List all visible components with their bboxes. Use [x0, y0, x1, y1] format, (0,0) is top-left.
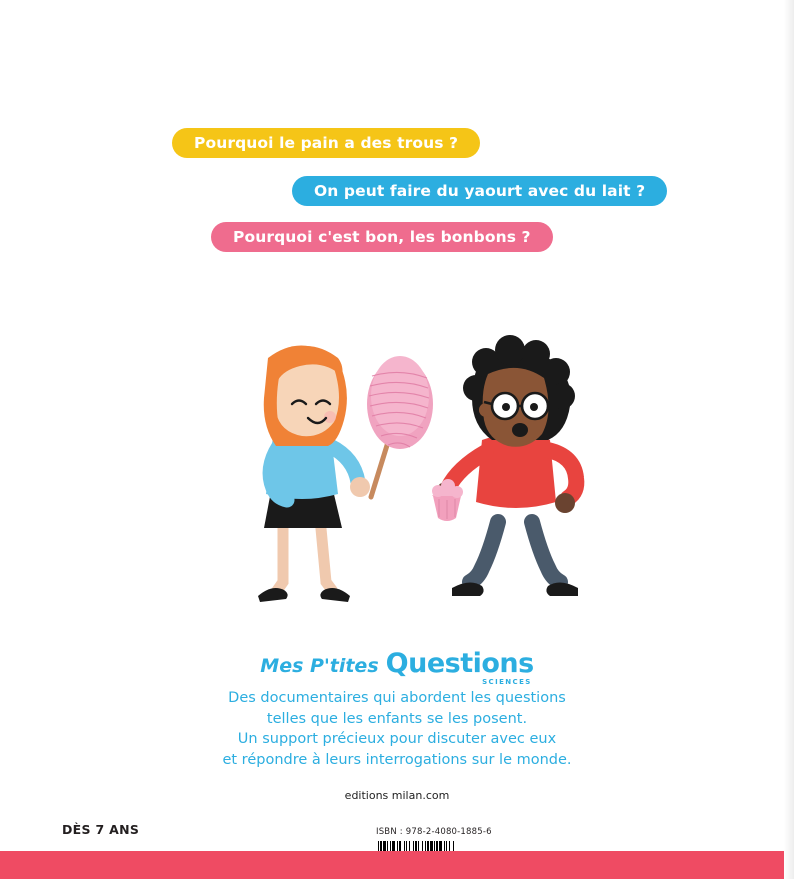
bottom-color-band — [0, 851, 784, 879]
question-pill-3: Pourquoi c'est bon, les bonbons ? — [211, 222, 553, 252]
isbn-text: ISBN : 978-2-4080-1885-6 — [376, 827, 492, 837]
brand-prefix: Mes P'tites — [260, 655, 379, 677]
series-brand — [0, 648, 794, 686]
series-blurb — [0, 688, 794, 770]
blurb-line-3: Un support précieux pour discuter avec eux — [237, 731, 557, 747]
page-right-edge — [784, 0, 794, 879]
question-pill-2: On peut faire du yaourt avec du lait ? — [292, 176, 667, 206]
children-illustration — [180, 300, 640, 630]
brand-subtitle: SCIENCES — [482, 678, 532, 686]
blurb-line-4: et répondre à leurs interrogations sur le monde. — [222, 751, 572, 768]
question-pill-1: Pourquoi le pain a des trous ? — [172, 128, 480, 158]
publisher-website: editions milan.com — [344, 789, 450, 802]
age-recommendation: DÈS 7 ANS — [62, 822, 140, 837]
blurb-line-2: telles que les enfants se les posent. — [266, 710, 528, 727]
blurb-line-1: Des documentaires qui abordent les questions — [228, 690, 566, 706]
brand-name: Questions — [385, 648, 534, 679]
